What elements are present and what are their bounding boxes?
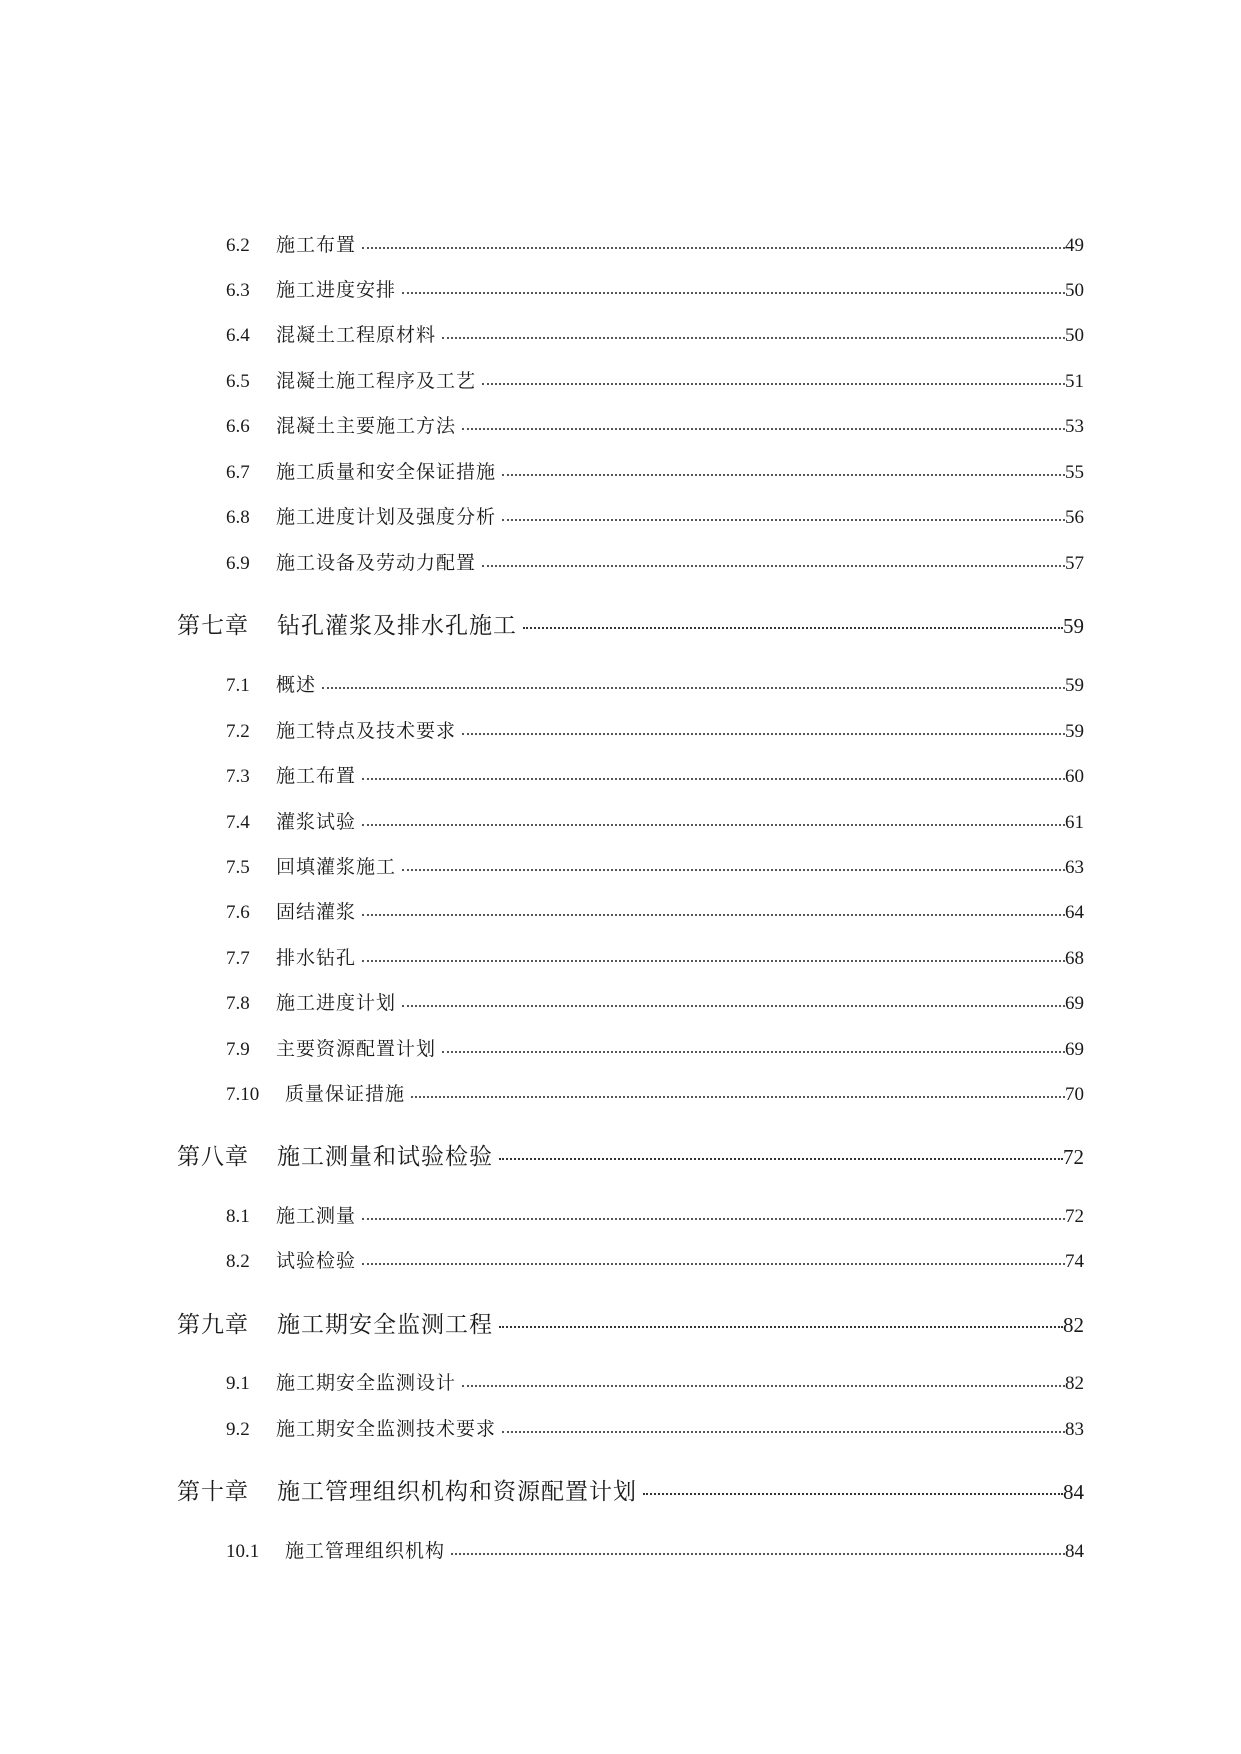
- toc-entry-7-8: [0, 988, 1241, 1012]
- toc-entry-number: 6.5: [226, 371, 250, 392]
- toc-entry-title: 施工测量: [276, 1205, 357, 1227]
- toc-chapter-page: 72: [1063, 1145, 1084, 1169]
- toc-entry-7-5: [0, 852, 1241, 876]
- toc-entry-8-1: [0, 1201, 1241, 1225]
- toc-entry-6-2: [0, 230, 1241, 254]
- toc-entry-9-1: [0, 1368, 1241, 1392]
- toc-entry-title: 施工质量和安全保证措施: [276, 461, 497, 483]
- dot-leader: [502, 1414, 1065, 1438]
- toc-entry-title: 混凝土工程原材料: [276, 324, 437, 346]
- dot-leader: [362, 761, 1065, 785]
- toc-entry-page: 51: [1065, 371, 1084, 392]
- toc-entry-page: 83: [1065, 1419, 1084, 1440]
- dot-leader: [462, 716, 1065, 740]
- toc-entry-number: 8.1: [226, 1206, 250, 1227]
- toc-entry-number: 8.2: [226, 1251, 250, 1272]
- toc-entry-title: 概述: [276, 674, 317, 696]
- toc-entry-number: 9.1: [226, 1373, 250, 1394]
- toc-entry-number: 7.10: [226, 1084, 260, 1105]
- dot-leader: [402, 275, 1065, 299]
- toc-entry-8-2: [0, 1246, 1241, 1270]
- dot-leader: [362, 1201, 1065, 1225]
- toc-entry-page: 69: [1065, 993, 1084, 1014]
- toc-entry-number: 7.2: [226, 721, 250, 742]
- toc-entry-title: 灌浆试验: [276, 811, 357, 833]
- toc-entry-title: 主要资源配置计划: [276, 1038, 437, 1060]
- toc-entry-number: 7.7: [226, 948, 250, 969]
- toc-entry-page: 60: [1065, 766, 1084, 787]
- toc-entry-page: 70: [1065, 1084, 1084, 1105]
- toc-entry-page: 63: [1065, 857, 1084, 878]
- toc-entry-6-4: [0, 320, 1241, 344]
- toc-entry-title: 施工布置: [276, 765, 357, 787]
- dot-leader: [482, 366, 1065, 390]
- toc-entry-page: 59: [1065, 675, 1084, 696]
- dot-leader: [442, 320, 1065, 344]
- toc-entry-page: 53: [1065, 416, 1084, 437]
- toc-entry-number: 7.1: [226, 675, 250, 696]
- toc-entry-number: 6.6: [226, 416, 250, 437]
- toc-entry-7-10: [0, 1079, 1241, 1103]
- toc-entry-6-8: [0, 502, 1241, 526]
- dot-leader: [362, 943, 1065, 967]
- toc-entry-title: 排水钻孔: [276, 947, 357, 969]
- toc-entry-number: 6.4: [226, 325, 250, 346]
- toc-entry-page: 69: [1065, 1039, 1084, 1060]
- dot-leader: [362, 897, 1065, 921]
- toc-entry-title: 试验检验: [276, 1250, 357, 1272]
- toc-entry-title: 固结灌浆: [276, 901, 357, 923]
- dot-leader: [502, 502, 1065, 526]
- toc-chapter-number: 第七章: [177, 613, 249, 639]
- toc-entry-title: 施工进度安排: [276, 279, 397, 301]
- toc-entry-page: 49: [1065, 235, 1084, 256]
- toc-entry-6-6: [0, 411, 1241, 435]
- toc-chapter-title: 钻孔灌浆及排水孔施工: [277, 613, 517, 639]
- toc-entry-title: 混凝土主要施工方法: [276, 415, 457, 437]
- toc-chapter-title: 施工期安全监测工程: [277, 1312, 493, 1338]
- toc-entry-6-9: [0, 548, 1241, 572]
- toc-entry-number: 6.9: [226, 553, 250, 574]
- toc-entry-6-3: [0, 275, 1241, 299]
- toc-entry-number: 7.9: [226, 1039, 250, 1060]
- toc-entry-number: 9.2: [226, 1419, 250, 1440]
- dot-leader: [523, 607, 1063, 635]
- toc-chapter-page: 59: [1063, 614, 1084, 638]
- toc-entry-number: 7.5: [226, 857, 250, 878]
- dot-leader: [402, 988, 1065, 1012]
- toc-entry-page: 61: [1065, 812, 1084, 833]
- toc-entry-number: 6.3: [226, 280, 250, 301]
- toc-entry-number: 7.4: [226, 812, 250, 833]
- toc-entry-7-4: [0, 807, 1241, 831]
- toc-chapter-7: [0, 607, 1241, 639]
- dot-leader: [451, 1536, 1065, 1560]
- toc-entry-title: 施工设备及劳动力配置: [276, 552, 477, 574]
- toc-entry-number: 6.2: [226, 235, 250, 256]
- toc-entry-9-2: [0, 1414, 1241, 1438]
- dot-leader: [462, 1368, 1065, 1392]
- toc-entry-7-9: [0, 1034, 1241, 1058]
- dot-leader: [322, 670, 1065, 694]
- toc-entry-page: 57: [1065, 553, 1084, 574]
- toc-entry-page: 68: [1065, 948, 1084, 969]
- toc-entry-page: 55: [1065, 462, 1084, 483]
- toc-entry-10-1: [0, 1536, 1241, 1560]
- toc-entry-title: 施工特点及技术要求: [276, 720, 457, 742]
- toc-entry-title: 施工布置: [276, 234, 357, 256]
- toc-chapter-10: [0, 1473, 1241, 1505]
- toc-entry-number: 6.7: [226, 462, 250, 483]
- toc-entry-page: 84: [1065, 1541, 1084, 1562]
- toc-entry-title: 施工进度计划: [276, 992, 397, 1014]
- dot-leader: [499, 1138, 1063, 1166]
- toc-entry-page: 72: [1065, 1206, 1084, 1227]
- toc-entry-number: 7.6: [226, 902, 250, 923]
- toc-chapter-number: 第十章: [177, 1479, 249, 1505]
- toc-entry-number: 7.3: [226, 766, 250, 787]
- toc-entry-page: 64: [1065, 902, 1084, 923]
- toc-entry-7-6: [0, 897, 1241, 921]
- toc-chapter-title: 施工管理组织机构和资源配置计划: [277, 1479, 637, 1505]
- toc-chapter-9: [0, 1306, 1241, 1338]
- toc-entry-number: 7.8: [226, 993, 250, 1014]
- toc-chapter-page: 82: [1063, 1313, 1084, 1337]
- toc-entry-7-3: [0, 761, 1241, 785]
- dot-leader: [502, 457, 1065, 481]
- toc-entry-6-7: [0, 457, 1241, 481]
- toc-entry-title: 施工管理组织机构: [285, 1540, 446, 1562]
- toc-entry-number: 10.1: [226, 1541, 260, 1562]
- toc-entry-page: 56: [1065, 507, 1084, 528]
- toc-entry-page: 82: [1065, 1373, 1084, 1394]
- toc-entry-page: 50: [1065, 280, 1084, 301]
- toc-entry-number: 6.8: [226, 507, 250, 528]
- toc-entry-page: 59: [1065, 721, 1084, 742]
- toc-entry-page: 74: [1065, 1251, 1084, 1272]
- dot-leader: [499, 1306, 1063, 1334]
- toc-chapter-number: 第九章: [177, 1312, 249, 1338]
- toc-entry-page: 50: [1065, 325, 1084, 346]
- toc-chapter-page: 84: [1063, 1480, 1084, 1504]
- dot-leader: [362, 807, 1065, 831]
- toc-chapter-title: 施工测量和试验检验: [277, 1144, 493, 1170]
- dot-leader: [362, 230, 1065, 254]
- toc-entry-6-5: [0, 366, 1241, 390]
- toc-entry-title: 施工期安全监测设计: [276, 1372, 457, 1394]
- dot-leader: [442, 1034, 1065, 1058]
- toc-entry-title: 质量保证措施: [285, 1083, 406, 1105]
- toc-chapter-8: [0, 1138, 1241, 1170]
- toc-entry-title: 混凝土施工程序及工艺: [276, 370, 477, 392]
- toc-entry-7-2: [0, 716, 1241, 740]
- dot-leader: [402, 852, 1065, 876]
- dot-leader: [643, 1473, 1063, 1501]
- dot-leader: [362, 1246, 1065, 1270]
- toc-entry-title: 施工期安全监测技术要求: [276, 1418, 497, 1440]
- dot-leader: [482, 548, 1065, 572]
- dot-leader: [411, 1079, 1065, 1103]
- toc-entry-title: 回填灌浆施工: [276, 856, 397, 878]
- toc-entry-7-1: [0, 670, 1241, 694]
- toc-entry-title: 施工进度计划及强度分析: [276, 506, 497, 528]
- dot-leader: [462, 411, 1065, 435]
- toc-entry-7-7: [0, 943, 1241, 967]
- toc-chapter-number: 第八章: [177, 1144, 249, 1170]
